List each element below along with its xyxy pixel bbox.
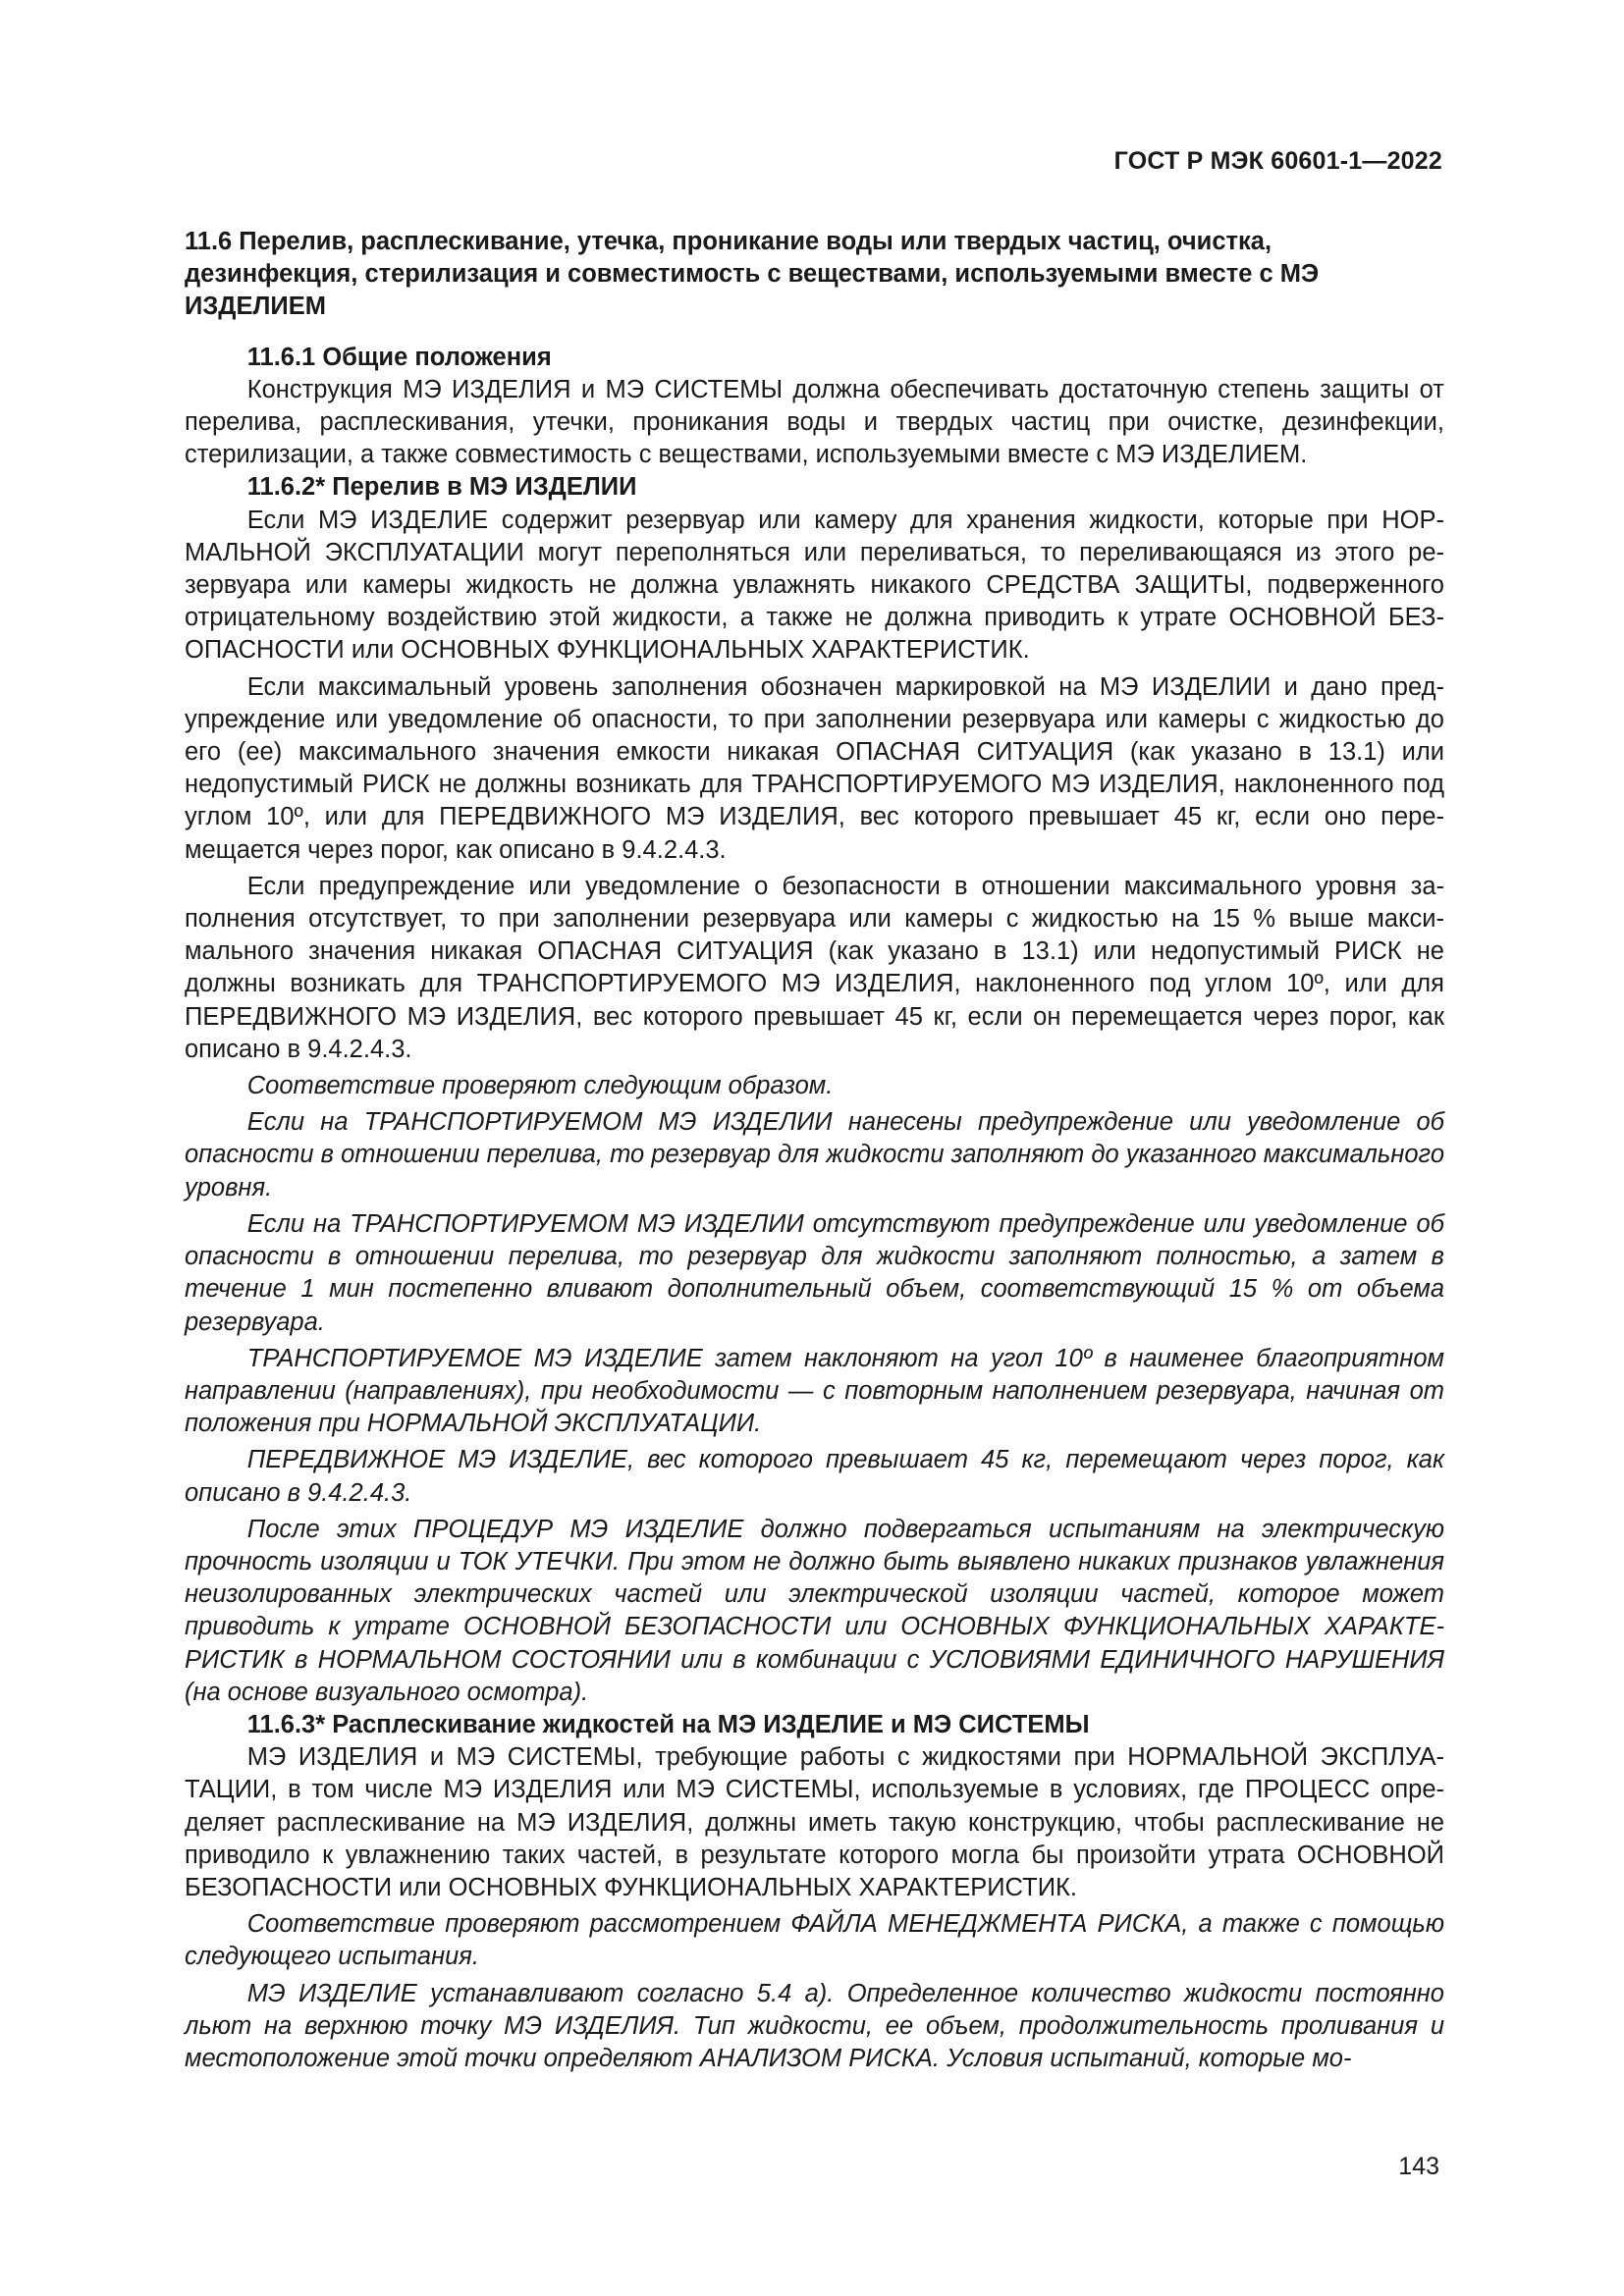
paragraph: МЭ ИЗДЕЛИЯ и МЭ СИСТЕМЫ, требующие работы с жидкостями при НОРМАЛЬНОЙ ЭКСПЛУАТАЦИИ, в том числе МЭ ИЗДЕЛИЯ или МЭ СИСТЕМЫ, используемые в условиях, где ПРОЦЕСС определяет расплескивание на МЭ ИЗДЕЛИЯ, должны иметь такую конструкцию, чтобы расплескивание не приводило к увлажнению таких частей, в результате которого могла бы произойти утрата ОСНОВНОЙ БЕЗОПАСНОСТИ или ОСНОВНЫХ ФУНКЦИОНАЛЬНЫХ ХАРАКТЕРИСТИК.: [185, 1743, 1444, 1901]
compliance-paragraph: ПЕРЕДВИЖНОЕ МЭ ИЗДЕЛИЕ, вес которого превышает 45 кг, перемещают через порог, как описано в 9.4.2.4.3.: [185, 1446, 1444, 1507]
page-number: 143: [1398, 2153, 1439, 2180]
paragraph: Если МЭ ИЗДЕЛИЕ содержит резервуар или камеру для хранения жидкости, которые при НОРМАЛЬНОЙ ЭКСПЛУАТАЦИИ могут переполняться или переливаться, то переливающаяся из этого резервуара или камеры жидкость не должна увлажнять никакого СРЕДСТВА ЗАЩИТЫ, подверженного отрицательному воздействию этой жидкости, а также не должна приводить к утрате ОСНОВНОЙ БЕЗОПАСНОСТИ или ОСНОВНЫХ ФУНКЦИОНАЛЬНЫХ ХАРАКТЕРИСТИК.: [185, 506, 1444, 665]
section-title: 11.6 Перелив, расплескивание, утечка, проникание воды или твердых частиц, очистка, дезинфекция, стерилизация и совместимость с веществами, используемыми вместе с МЭ ИЗДЕЛИЕМ: [185, 228, 1320, 321]
document-header: ГОСТ Р МЭК 60601-1—2022: [1113, 147, 1442, 175]
compliance-paragraph: После этих ПРОЦЕДУР МЭ ИЗДЕЛИЕ должно подвергаться испытаниям на электрическую прочность изоляции и ТОК УТЕЧКИ. При этом не должно быть выявлено никаких признаков увлажнения неизолированных электрических частей или электрической изоляции частей, которое может приводить к утрате ОСНОВНОЙ БЕЗОПАСНОСТИ или ОСНОВНЫХ ФУНКЦИОНАЛЬНЫХ ХАРАКТЕРИСТИК в НОРМАЛЬНОМ СОСТОЯНИИ или в комбинации с УСЛОВИЯМИ ЕДИНИЧНОГО НАРУШЕНИЯ (на основе визуального осмотра).: [185, 1515, 1444, 1706]
subsection-heading-11-6-1: 11.6.1 Общие положения: [246, 343, 552, 371]
paragraph: Если предупреждение или уведомление о безопасности в отношении максимального уровня заполнения отсутствует, то при заполнении резервуара или камеры с жидкостью на 15 % выше максимального значения никакая ОПАСНАЯ СИТУАЦИЯ (как указано в 13.1) или недопустимый РИСК не должны возникать для ТРАНСПОРТИРУЕМОГО МЭ ИЗДЕЛИЯ, наклоненного под углом 10º, или для ПЕРЕДВИЖНОГО МЭ ИЗДЕЛИЯ, вес которого превышает 45 кг, если он перемещается через порог, как описано в 9.4.2.4.3.: [185, 872, 1444, 1063]
compliance-paragraph: МЭ ИЗДЕЛИЕ устанавливают согласно 5.4 а). Определенное количество жидкости постоянно льют на верхнюю точку МЭ ИЗДЕЛИЯ. Тип жидкости, ее объем, продолжительность проливания и местоположение этой точки определяют АНАЛИЗОМ РИСКА. Условия испытаний, которые мо-: [185, 1979, 1444, 2072]
paragraph: Конструкция МЭ ИЗДЕЛИЯ и МЭ СИСТЕМЫ должна обеспечивать достаточную степень защиты от перелива, расплескивания, утечки, проникания воды и твердых частиц при очистке, дезинфекции, стерилизации, а также совместимость с веществами, используемыми вместе с МЭ ИЗДЕЛИЕМ.: [185, 375, 1444, 469]
paragraph: Если максимальный уровень заполнения обозначен маркировкой на МЭ ИЗДЕЛИИ и дано предупреждение или уведомление об опасности, то при заполнении резервуара или камеры с жидкостью до его (ее) максимального значения емкости никакая ОПАСНАЯ СИТУАЦИЯ (как указано в 13.1) или недопустимый РИСК не должны возникать для ТРАНСПОРТИРУЕМОГО МЭ ИЗДЕЛИЯ, наклоненного под углом 10º, или для ПЕРЕДВИЖНОГО МЭ ИЗДЕЛИЯ, вес которого превышает 45 кг, если оно перемещается через порог, как описано в 9.4.2.4.3.: [185, 672, 1444, 864]
compliance-paragraph: ТРАНСПОРТИРУЕМОЕ МЭ ИЗДЕЛИЕ затем наклоняют на угол 10º в наименее благоприятном направлении (направлениях), при необходимости — с повторным наполнением резервуара, начиная от положения при НОРМАЛЬНОЙ ЭКСПЛУАТАЦИИ.: [185, 1344, 1444, 1438]
document-body: [185, 226, 1444, 2075]
compliance-paragraph: Соответствие проверяют рассмотрением ФАЙЛА МЕНЕДЖМЕНТА РИСКА, а также с помощью следующего испытания.: [185, 1910, 1444, 1971]
compliance-paragraph: Если на ТРАНСПОРТИРУЕМОМ МЭ ИЗДЕЛИИ нанесены предупреждение или уведомление об опасности в отношении перелива, то резервуар для жидкости заполняют до указанного максимального уровня.: [185, 1108, 1444, 1201]
subsection-heading-11-6-2: 11.6.2* Перелив в МЭ ИЗДЕЛИИ: [246, 473, 637, 502]
subsection-heading-11-6-3: 11.6.3* Расплескивание жидкостей на МЭ ИЗДЕЛИЕ и МЭ СИСТЕМЫ: [246, 1710, 1090, 1738]
compliance-paragraph: Если на ТРАНСПОРТИРУЕМОМ МЭ ИЗДЕЛИИ отсутствуют предупреждение или уведомление об опасности в отношении перелива, то резервуар для жидкости заполняют полностью, а затем в течение 1 мин постепенно вливают дополнительный объем, соответствующий 15 % от объема резервуара.: [185, 1209, 1444, 1336]
compliance-paragraph: Соответствие проверяют следующим образом.: [246, 1072, 834, 1100]
